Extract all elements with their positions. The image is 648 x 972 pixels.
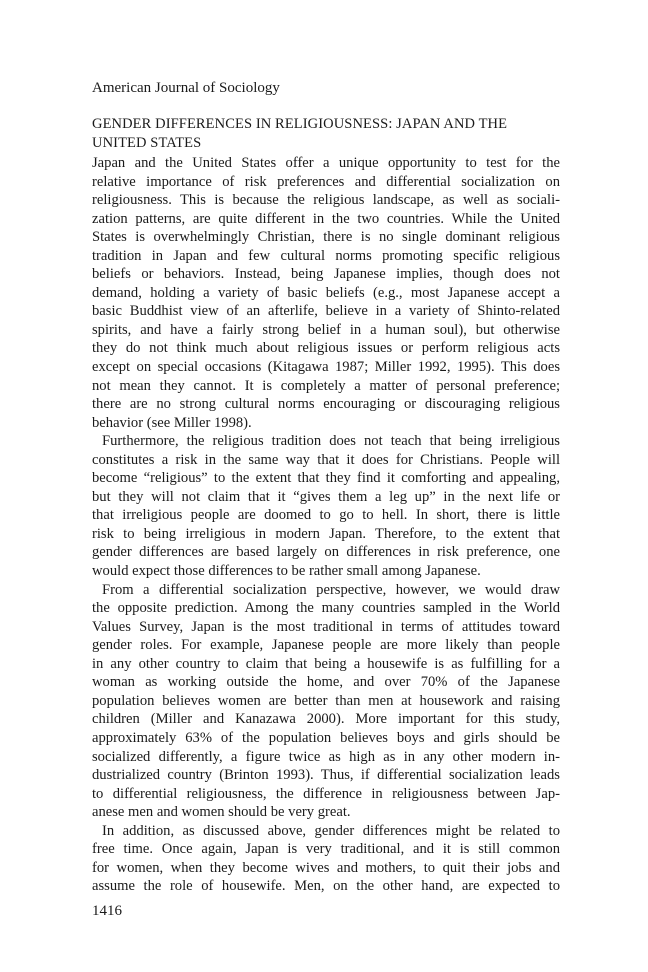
body-text-line: the opposite prediction. Among the many countries sampled in the World <box>92 600 560 617</box>
article-body <box>92 154 560 896</box>
body-text-line: constitutes a risk in the same way that it does for Christians. People will <box>92 451 560 468</box>
body-text-line: become “religious” to the extent that they find it comforting and appealing, <box>92 470 560 487</box>
body-text-line: there are no strong cultural norms encouraging or discouraging religious <box>92 396 560 413</box>
body-text-line: approximately 63% of the population believes boys and girls should be <box>92 729 560 746</box>
body-text-line: demand, holding a variety of basic beliefs (e.g., most Japanese accept a <box>92 284 560 301</box>
body-text-line: basic Buddhist view of an afterlife, believe in a variety of Shinto-related <box>92 303 560 320</box>
page-number: 1416 <box>92 903 122 919</box>
body-text-line: Values Survey, Japan is the most traditional in terms of attitudes toward <box>92 618 560 635</box>
body-text-line: children (Miller and Kanazawa 2000). More important for this study, <box>92 711 560 728</box>
body-text-line: zation patterns, are quite different in the two countries. While the United <box>92 210 560 227</box>
body-text-line: Japan and the United States offer a unique opportunity to test for the <box>92 155 560 171</box>
body-text-line: Furthermore, the religious tradition does not teach that being irreligious <box>102 433 560 450</box>
body-text-line: woman as working outside the home, and over 70% of the Japanese <box>92 674 560 691</box>
body-text-line: anese men and women should be very great. <box>92 804 351 821</box>
body-text-line: free time. Once again, Japan is very traditional, and it is still common <box>92 841 560 858</box>
body-text-line: tradition in Japan and few cultural norms promoting specific religious <box>92 247 560 264</box>
journal-page <box>92 0 560 972</box>
body-text-line: except on special occasions (Kitagawa 1987; Miller 1992, 1995). This does <box>92 359 560 376</box>
body-text-line: States is overwhelmingly Christian, there is no single dominant religious <box>92 229 560 246</box>
body-text-line: religiousness. This is because the religious landscape, as well as sociali- <box>92 192 560 209</box>
body-text-line: to differential religiousness, the difference in religiousness between Jap- <box>92 785 560 802</box>
body-text-line: for women, when they become wives and mothers, to quit their jobs and <box>92 859 560 876</box>
body-text-line: beliefs or behaviors. Instead, being Japanese implies, though does not <box>92 266 560 283</box>
body-text-line: gender roles. For example, Japanese people are more likely than people <box>92 637 560 654</box>
body-text-line: population believes women are better than men at housework and raising <box>92 692 560 709</box>
body-text-line: would expect those differences to be rather small among Japanese. <box>92 563 481 580</box>
running-head: American Journal of Sociology <box>92 80 280 96</box>
body-text-line: In addition, as discussed above, gender differences might be related to <box>102 822 560 839</box>
body-text-line: spirits, and have a fairly strong belief in a human soul), but otherwise <box>92 321 560 338</box>
body-text-line: behavior (see Miller 1998). <box>92 414 252 431</box>
body-text-line: risk to being irreligious in modern Japan. Therefore, to the extent that <box>92 525 560 542</box>
body-text-line: but they will not claim that it “gives them a leg up” in the next life or <box>92 488 560 505</box>
body-text-line: relative importance of risk preferences and differential socialization on <box>92 173 560 190</box>
body-text-line: they do not think much about religious issues or perform religious acts <box>92 340 560 357</box>
body-text-line: in any other country to claim that being a housewife is as fulfilling for a <box>92 655 560 672</box>
body-text-line: not mean they cannot. It is completely a matter of personal preference; <box>92 377 560 394</box>
body-text-line: gender differences are based largely on differences in risk preference, one <box>92 544 560 561</box>
body-text-line: From a differential socialization perspective, however, we would draw <box>102 581 560 598</box>
body-text-line: dustrialized country (Brinton 1993). Thus, if differential socialization leads <box>92 767 560 784</box>
section-heading: GENDER DIFFERENCES IN RELIGIOUSNESS: JAPAN AND THE UNITED STATES <box>92 116 508 151</box>
body-text-line: assume the role of housewife. Men, on the other hand, are expected to <box>92 878 560 895</box>
body-text-line: that irreligious people are doomed to go to hell. In short, there is little <box>92 507 560 524</box>
body-text-line: socialized differently, a figure twice as high as in any other modern in- <box>92 748 560 765</box>
